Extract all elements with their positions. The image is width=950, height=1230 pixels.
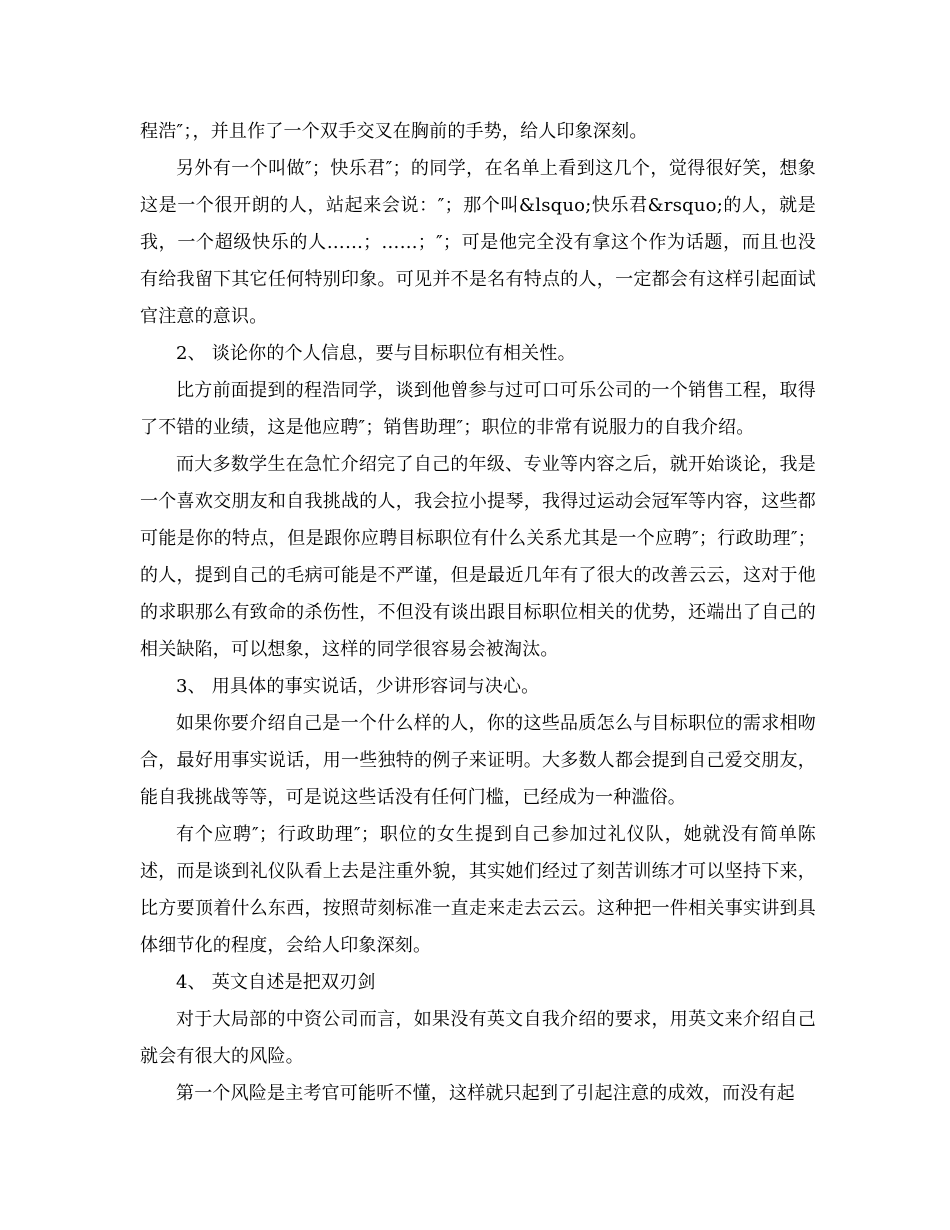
paragraph: 而大多数学生在急忙介绍完了自己的年级、专业等内容之后，就开始谈论，我是一个喜欢交朋友和自我挑战的人，我会拉小提琴，我得过运动会冠军等内容，这些都可能是你的特点，但是跟你应聘目标职位有什么关系尤其是一个应聘″；行政助理″；的人，提到自己的毛病可能是不严谨，但是最近几年有了很大的改善云云，这对于他的求职那么有致命的杀伤性，不但没有谈出跟目标职位相关的优势，还端出了自己的相关缺陷，可以想象，这样的同学很容易会被淘汰。 — [140, 454, 816, 660]
paragraph-continuation: 程浩″；，并且作了一个双手交叉在胸前的手势，给人印象深刻。 — [140, 121, 648, 142]
section-heading: 4、 英文自述是把双刃剑 — [176, 972, 376, 993]
paragraph: 另外有一个叫做″；快乐君″；的同学，在名单上看到这几个，觉得很好笑，想象这是一个很开朗的人，站起来会说：″；那个叫&lsquo;快乐君&rsquo;的人，就是我，一个超级快乐的人……；……；″；可是他完全没有拿这个作为话题，而且也没有给我留下其它任何特别印象。可见并不是名有特点的人，一定都会有这样引起面试官注意的意识。 — [140, 158, 816, 327]
section-heading: 3、 用具体的事实说话，少讲形容词与决心。 — [176, 676, 540, 697]
paragraph: 如果你要介绍自己是一个什么样的人，你的这些品质怎么与目标职位的需求相吻合，最好用事实说话，用一些独特的例子来证明。大多数人都会提到自己爱交朋友，能自我挑战等等，可是说这些话没有任何门槛，已经成为一种滥俗。 — [140, 713, 816, 808]
paragraph: 有个应聘″；行政助理″；职位的女生提到自己参加过礼仪队，她就没有简单陈述，而是谈到礼仪队看上去是注重外貌，其实她们经过了刻苦训练才可以坚持下来，比方要顶着什么东西，按照苛刻标准一直走来走去云云。这种把一件相关事实讲到具体细节化的程度，会给人印象深刻。 — [140, 824, 816, 956]
paragraph: 比方前面提到的程浩同学，谈到他曾参与过可口可乐公司的一个销售工程，取得了不错的业绩，这是他应聘″；销售助理″；职位的非常有说服力的自我介绍。 — [140, 380, 816, 438]
paragraph: 第一个风险是主考官可能听不懂，这样就只起到了引起注意的成效，而没有起 — [176, 1083, 795, 1104]
document-body — [140, 113, 816, 1112]
section-heading: 2、 谈论你的个人信息，要与目标职位有相关性。 — [176, 343, 576, 364]
paragraph: 对于大局部的中资公司而言，如果没有英文自我介绍的要求，用英文来介绍自己就会有很大的风险。 — [140, 1009, 816, 1067]
